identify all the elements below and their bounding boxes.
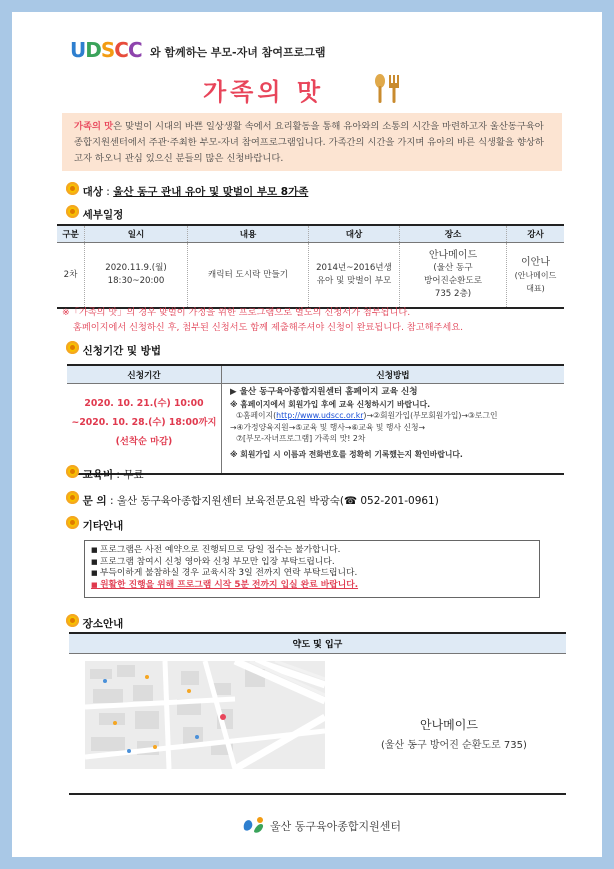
col-header: 장소 [400, 225, 507, 243]
col-header: 대상 [309, 225, 400, 243]
map-header: 약도 및 입구 [69, 632, 566, 654]
col-header: 내용 [188, 225, 309, 243]
footer-org-name: 울산 동구육아종합지원센터 [270, 820, 402, 833]
homepage-link[interactable]: http://www.udscc.or.kr [276, 411, 364, 420]
program-subtitle: 와 함께하는 부모-자녀 참여프로그램 [150, 46, 326, 59]
flower-icon [66, 465, 79, 478]
etc-section-title: 기타안내 [66, 516, 123, 533]
schedule-table [57, 224, 564, 309]
table-row: 2차 2020.11.9.(월) 18:30~20:00 캐릭터 도시락 만들기 2014년~2016년생 유아 및 맞벌이 부모 안나메이드 (울산 동구 방어진순환도로 735 2층) 이안나 (안나메이드 대표) [57, 243, 564, 309]
col-header: 일시 [85, 225, 188, 243]
col-header: 강사 [507, 225, 565, 243]
flower-icon [66, 614, 79, 627]
list-item: ■ 부득이하게 불참하실 경우 교육시작 3일 전까지 연락 부탁드립니다. [91, 568, 533, 580]
notice-text: ※「가족의 맛」의 경우 맞벌이 가정을 위한 프로그램으로 별도의 신청서가 첨부됩니다. 홈페이지에서 신청하신 후, 첨부된 신청서도 함께 제출해주셔야 신청이 완료됩니다. 참고해주세요. [62, 307, 464, 333]
list-item: ■ 원활한 진행을 위해 프로그램 시작 5분 전까지 입실 완료 바랍니다. [91, 580, 533, 592]
divider [69, 793, 566, 795]
col-header: 신청방법 [222, 365, 565, 384]
place-section-title: 장소안내 [66, 614, 123, 631]
intro-box: 가족의 맛은 맞벌이 시대의 바쁜 일상생활 속에서 요리활동을 통해 유아와의 소통의 시간을 마련하고자 울산동구육아종합지원센터에서 주관·주최한 부모-자녀 참여프로그램입니다. 가족간의 시간을 가지며 유아의 바른 식생활을 향상하고자 하오니 관심 있으신 분들의 많은 신청바랍니다. [62, 113, 562, 171]
flower-icon [66, 516, 79, 529]
place-name: 안나메이드 [420, 718, 478, 732]
etc-list [84, 540, 540, 598]
flower-icon [66, 341, 79, 354]
org-logo-icon [240, 815, 266, 835]
udscc-logo: UDSCC [70, 38, 142, 62]
flower-icon [66, 491, 79, 504]
page-title: 가족의 맛 [203, 78, 325, 106]
fee-section: 교육비 : 무료 [66, 465, 144, 482]
flower-icon [66, 205, 79, 218]
target-section: 대상 : 울산 동구 관내 유아 및 맞벌이 부모 8가족 [66, 182, 308, 199]
place-address: (울산 동구 방어진 순환도로 735) [381, 740, 527, 751]
location-map[interactable] [85, 661, 325, 769]
list-item: ■ 프로그램 참여시 신청 영아와 신청 부모만 입장 부탁드립니다. [91, 557, 533, 569]
apply-table [67, 364, 564, 475]
col-header: 신청기간 [67, 365, 222, 384]
table-row: 2020. 10. 21.(수) 10:00 ~2020. 10. 28.(수) 18:00까지 (선착순 마감) ▶ 울산 동구육아종합지원센터 홈페이지 교육 신청 ※ 홈페이지에서 회원가입 후에 교육 신청하시기 바랍니다. ①홈페이지(http://www.udscc.or.kr)→②회원가입(부모회원가입)→③로그인 →④가정양육지원→⑤교육 및 행사→⑥교육 및 행사 신청→ ⑦[부모-자녀프로그램] 가족의 맛! 2차 ※ 회원가입 시 이름과 전화번호를 정확히 기록했는지 확인바랍니다. [67, 384, 564, 475]
schedule-section-title: 세부일정 [66, 205, 123, 222]
list-item: ■ 프로그램은 사전 예약으로 진행되므로 당일 접수는 불가합니다. [91, 545, 533, 557]
flower-icon [66, 182, 79, 195]
utensils-icon [370, 72, 406, 104]
apply-section-title: 신청기간 및 방법 [66, 341, 161, 358]
contact-section: 문 의 : 울산 동구육아종합지원센터 보육전문요원 박광숙(☎ 052-201-0961) [66, 491, 439, 508]
col-header: 구분 [57, 225, 85, 243]
